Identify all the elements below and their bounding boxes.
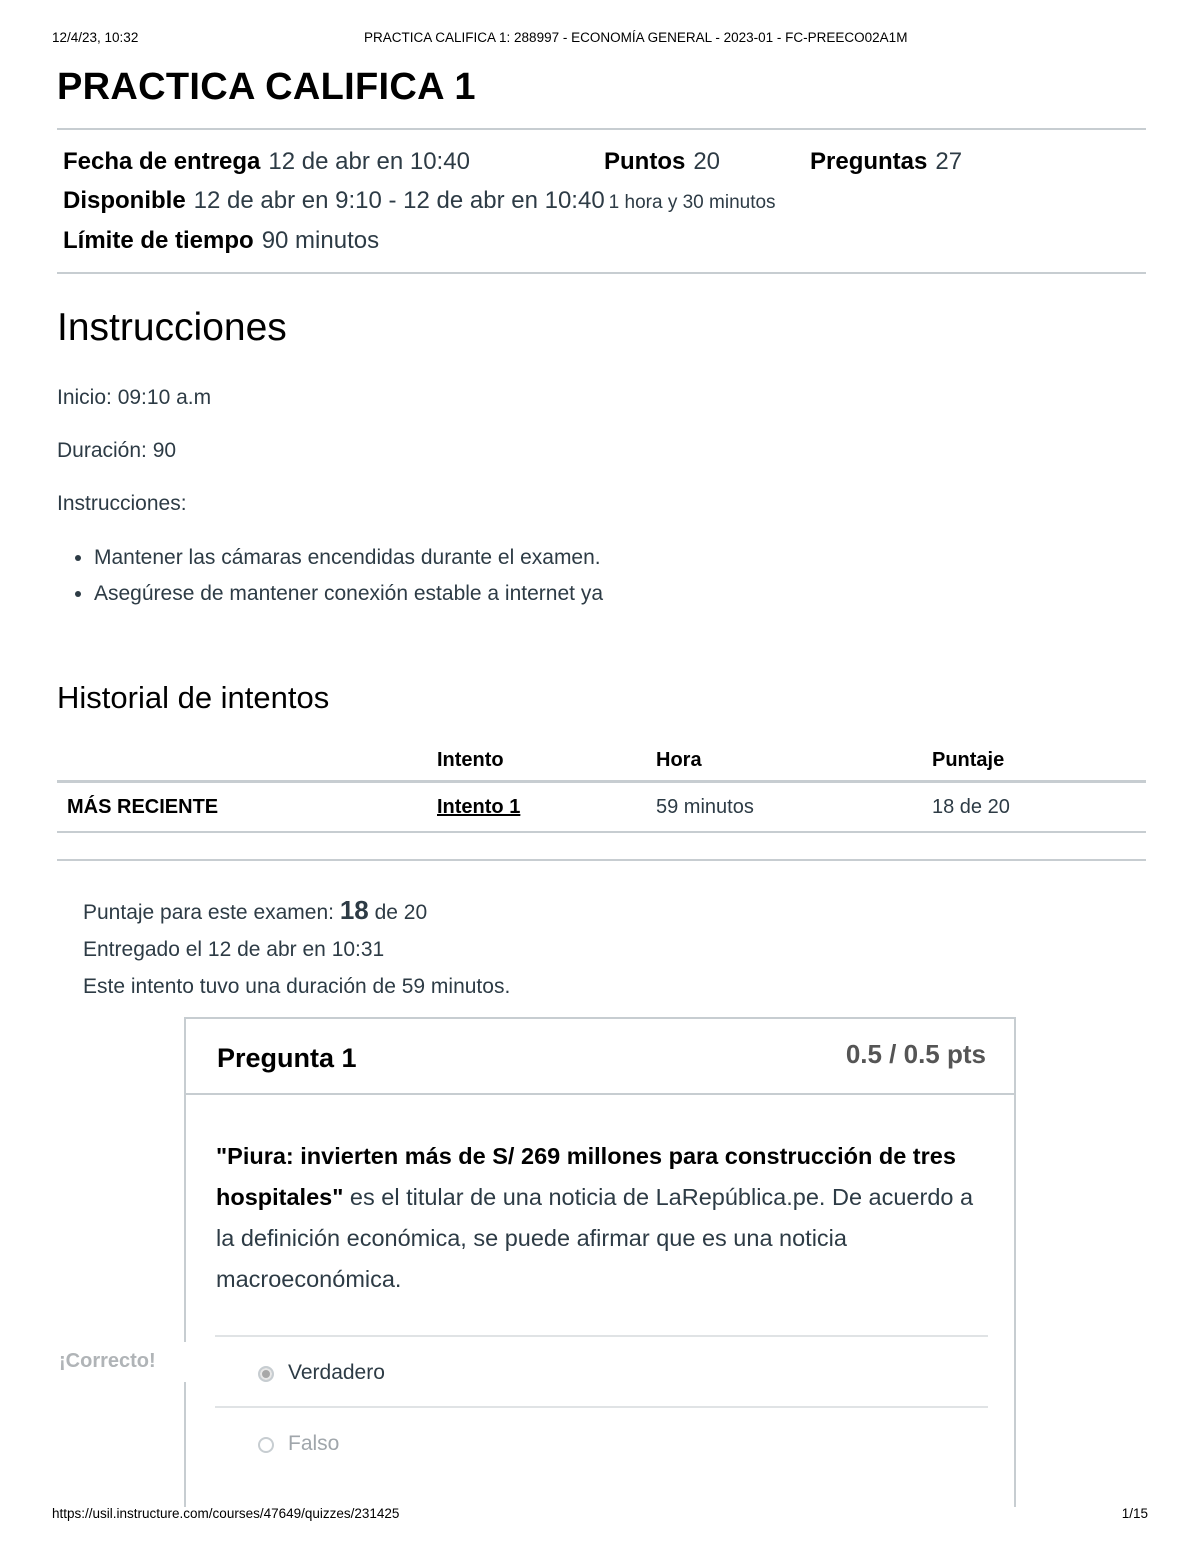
question-card	[184, 1017, 1016, 1507]
column-header	[57, 740, 437, 782]
available-value: 12 de abr en 9:10 - 12 de abr en 10:40	[193, 187, 605, 214]
available-duration: 1 hora y 30 minutos	[608, 192, 776, 213]
questions-meta	[810, 148, 962, 176]
column-header: Intento	[437, 740, 656, 782]
answer-label: Verdadero	[288, 1361, 385, 1384]
question-header	[186, 1019, 1014, 1095]
time-limit-value: 90 minutos	[261, 227, 380, 254]
divider	[215, 1406, 988, 1408]
due-value: 12 de abr en 10:40	[268, 148, 470, 175]
correct-answer-flag: ¡Correcto!	[59, 1350, 156, 1372]
answer-option-falso[interactable]	[258, 1432, 339, 1456]
question-points: 0.5 / 0.5 pts	[845, 1039, 986, 1069]
radio-icon[interactable]	[258, 1437, 274, 1453]
page-title: PRACTICA CALIFICA 1	[57, 66, 476, 108]
print-date: 12/4/23, 10:32	[52, 30, 139, 45]
attempt-link[interactable]: Intento 1	[437, 795, 521, 818]
column-header: Puntaje	[932, 740, 1146, 782]
divider	[57, 859, 1146, 861]
available-meta	[63, 187, 776, 215]
score-suffix: de 20	[374, 901, 428, 924]
duration-line: Este intento tuvo una duración de 59 minutos.	[83, 975, 511, 998]
instructions-label: Instrucciones:	[57, 492, 187, 515]
result-summary	[83, 892, 510, 1005]
answer-option-verdadero[interactable]	[258, 1361, 385, 1385]
attempt-history-table	[57, 740, 1146, 833]
attempt-cell	[437, 782, 656, 833]
question-title: Pregunta 1	[217, 1043, 357, 1073]
divider	[215, 1335, 988, 1337]
quiz-meta-row-1	[63, 148, 470, 176]
history-title: Historial de intentos	[57, 680, 330, 715]
question-body: es el titular de una noticia de LaRepública.pe. De acuerdo a la definición económica, se puede afirmar que es una noticia macroeconómica.	[216, 1184, 974, 1292]
time-cell: 59 minutos	[656, 782, 932, 833]
instructions-duration: Duración: 90	[57, 439, 177, 462]
most-recent-label: MÁS RECIENTE	[57, 782, 437, 833]
score-prefix: Puntaje para este examen:	[83, 901, 334, 924]
print-document-title: PRACTICA CALIFICA 1: 288997 - ECONOMÍA GENERAL - 2023-01 - FC-PREECO02A1M	[364, 30, 908, 45]
score-cell: 18 de 20	[932, 782, 1146, 833]
questions-label: Preguntas	[810, 148, 928, 175]
time-limit-meta	[63, 227, 379, 255]
instructions-title: Instrucciones	[57, 306, 287, 349]
table-row	[57, 782, 1146, 833]
instructions-start: Inicio: 09:10 a.m	[57, 386, 212, 409]
list-item: • Mantener las cámaras encendidas durante el examen.	[94, 542, 603, 578]
divider	[57, 128, 1146, 130]
column-header: Hora	[656, 740, 932, 782]
points-value: 20	[693, 148, 721, 175]
table-header-row	[57, 740, 1146, 782]
score-line	[83, 892, 510, 931]
print-header	[52, 30, 1148, 50]
print-page-number: 1/15	[1121, 1506, 1148, 1521]
print-url: https://usil.instructure.com/courses/47649/quizzes/231425	[52, 1506, 400, 1521]
divider	[57, 272, 1146, 274]
questions-value: 27	[935, 148, 963, 175]
radio-selected-icon[interactable]	[258, 1366, 274, 1382]
instructions-list	[57, 542, 603, 614]
due-label: Fecha de entrega	[63, 148, 261, 175]
time-limit-label: Límite de tiempo	[63, 227, 254, 254]
points-meta	[604, 148, 720, 176]
answer-label: Falso	[288, 1432, 340, 1455]
question-text	[216, 1136, 996, 1300]
points-label: Puntos	[604, 148, 686, 175]
submitted-line: Entregado el 12 de abr en 10:31	[83, 938, 385, 961]
print-footer	[52, 1506, 1148, 1526]
list-item: • Asegúrese de mantener conexión estable a internet ya	[94, 578, 603, 614]
available-label: Disponible	[63, 187, 186, 214]
score-value: 18	[339, 895, 369, 925]
question-headline: "Piura: invierten más de S/ 269 millones para construcción de tres hospitales"	[216, 1143, 956, 1210]
card-border-gap	[180, 1342, 190, 1382]
